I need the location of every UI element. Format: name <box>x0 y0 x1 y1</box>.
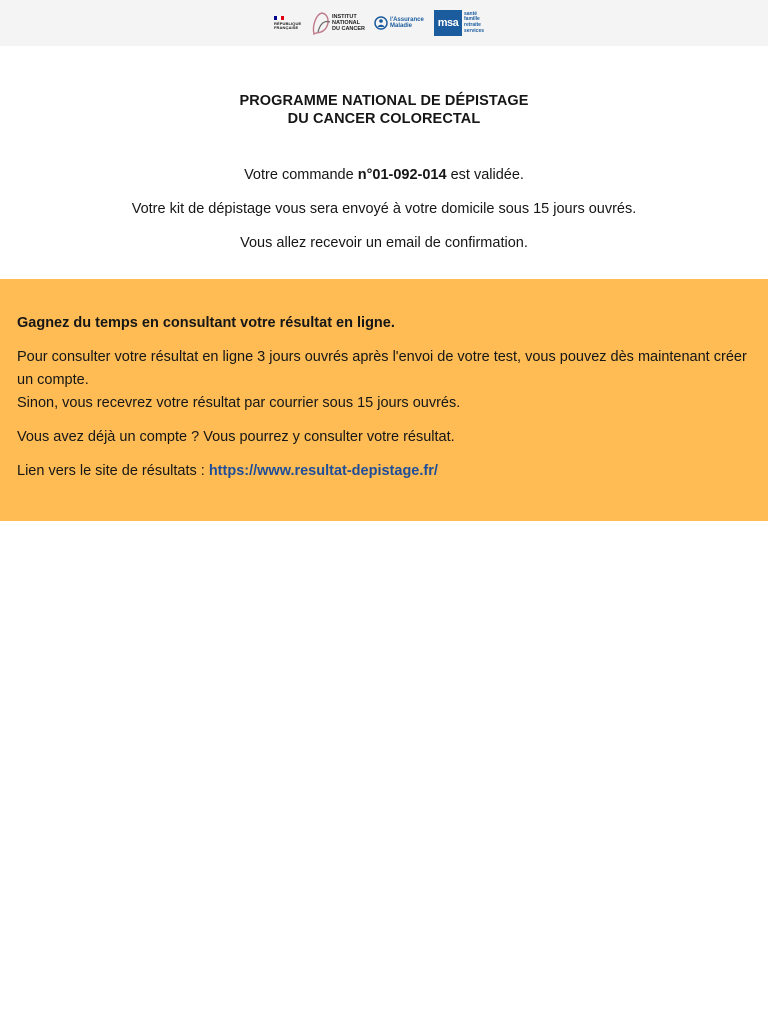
inca-line1: INSTITUT <box>332 14 357 20</box>
marianne-logo <box>274 10 304 36</box>
header-logos-bar <box>0 0 768 46</box>
msa-letters: msa <box>437 17 459 29</box>
msa-word: services <box>464 27 485 34</box>
msa-logo <box>434 9 494 37</box>
inca-line2: NATIONAL <box>332 20 361 26</box>
create-account-block <box>17 346 751 415</box>
republique-text-line2: FRANÇAISE <box>274 25 299 30</box>
order-number: n°01-092-014 <box>357 167 447 183</box>
msa-word: santé <box>464 10 478 17</box>
institut-national-du-cancer-logo <box>310 9 368 37</box>
existing-account-text: Vous avez déjà un compte ? Vous pourrez y consulter votre résultat. <box>17 429 455 445</box>
results-link-prefix: Lien vers le site de résultats : <box>17 463 209 479</box>
ameli-people-icon <box>374 16 388 30</box>
msa-word: retraite <box>464 22 481 28</box>
inca-line3: DU CANCER <box>332 26 365 32</box>
order-prefix: Votre commande <box>244 167 358 183</box>
msa-words <box>464 12 484 34</box>
confirmation-section <box>0 46 768 279</box>
kit-delivery-text: Votre kit de dépistage vous sera envoyé à votre domicile sous 15 jours ouvrés. <box>131 201 637 217</box>
ameli-line2: Maladie <box>390 23 413 29</box>
inca-ribbon-icon <box>310 10 332 36</box>
french-flag-icon <box>274 16 284 20</box>
ameli-line1: l'Assurance <box>390 16 424 23</box>
email-confirmation-text: Vous allez recevoir un email de confirmation. <box>240 235 528 251</box>
page-title <box>0 92 768 128</box>
assurance-maladie-logo <box>374 12 428 34</box>
postal-result-text: Sinon, vous recevrez votre résultat par courrier sous 15 jours ouvrés. <box>17 395 461 411</box>
create-account-text: Pour consulter votre résultat en ligne 3 jours ouvrés après l'envoi de votre test, vous pouvez dès maintenant créer un compte. <box>17 349 747 388</box>
results-site-link[interactable]: https://www.resultat-depistage.fr/ <box>208 463 438 479</box>
msa-word: famille <box>464 16 480 23</box>
order-suffix: est validée. <box>446 167 524 183</box>
online-result-info-panel <box>0 279 768 521</box>
page-title-line1: PROGRAMME NATIONAL DE DÉPISTAGE <box>239 93 529 109</box>
info-lead-text: Gagnez du temps en consultant votre résultat en ligne. <box>17 315 395 331</box>
order-confirmation-text <box>0 166 768 184</box>
republique-text-line1: RÉPUBLIQUE <box>274 21 302 26</box>
msa-box-icon <box>434 10 462 36</box>
page-title-line2: DU CANCER COLORECTAL <box>287 111 481 127</box>
results-link-line <box>17 460 751 483</box>
